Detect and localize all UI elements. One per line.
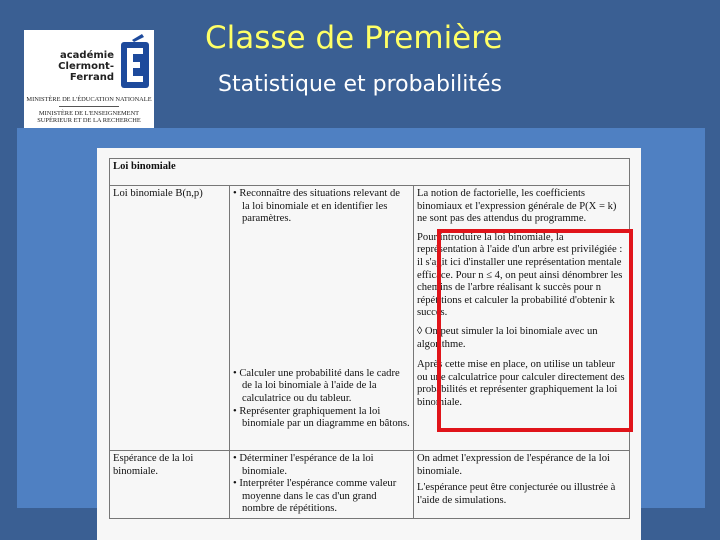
- list-item: • Reconnaître des situations relevant de la loi binomiale et en identifier les paramètres.: [233, 188, 400, 225]
- table-row: [110, 451, 630, 519]
- slide-subtitle: Statistique et probabilités: [218, 72, 502, 97]
- list-item: • Interpréter l'espérance comme valeur moyenne dans le cas d'un grand nombre de répétitions.: [233, 478, 397, 515]
- list-item: L'espérance peut être conjecturée ou illustrée à l'aide de simulations.: [417, 482, 616, 506]
- commentaires-cell: [414, 186, 630, 451]
- contenu-text: Espérance de la loi binomiale.: [113, 453, 194, 477]
- contenu-cell: [110, 451, 230, 519]
- document-excerpt: [97, 148, 641, 540]
- ministere-labels: MINISTÈRE DE L'ÉDUCATION NATIONALE MINISTÈRE DE L'ENSEIGNEMENT SUPÉRIEUR ET DE LA RECHERCHE: [26, 96, 152, 124]
- marianne-e-icon: [118, 32, 152, 94]
- section-title: Loi binomiale: [113, 161, 176, 172]
- capacites-cell: [230, 186, 414, 451]
- list-item: • Représenter graphiquement la loi binomiale par un diagramme en bâtons.: [233, 405, 410, 430]
- commentaires-cell: [414, 451, 630, 519]
- list-item: La notion de factorielle, les coefficients binomiaux et l'expression générale de P(X = k) ne sont pas des attendus du programme.: [417, 188, 617, 225]
- table-row: [110, 159, 630, 186]
- program-table: [109, 158, 630, 519]
- list-item: Après cette mise en place, on utilise un tableur ou une calculatrice pour calculer directement des probabilités et représenter graphiquement la loi binomiale.: [417, 359, 625, 408]
- table-row: [110, 186, 630, 451]
- academie-wordmark: académie Clermont-Ferrand: [58, 50, 114, 83]
- contenu-text: Loi binomiale B(n,p): [113, 188, 203, 199]
- contenu-cell: [110, 186, 230, 451]
- divider: [59, 106, 119, 107]
- list-item: • Déterminer l'espérance de la loi binomiale.: [233, 453, 374, 477]
- section-title-cell: [110, 159, 630, 186]
- capacites-cell: [230, 451, 414, 519]
- list-item: Pour introduire la loi binomiale, la représentation à l'aide d'un arbre est privilégiée : il s'agit ici d'installer une représentation mentale efficace. Pour n ≤ 4, on peut ainsi dénombrer les chemins de l'arbre réalisant k succès pour n répétitions et calculer la probabilité d'obtenir k succès.: [417, 231, 623, 319]
- list-item: ◊ On peut simuler la loi binomiale avec un algorithme.: [417, 325, 598, 350]
- list-item: • Calculer une probabilité dans le cadre de la loi binomiale à l'aide de la calculatrice ou du tableur.: [233, 367, 400, 404]
- slide-title: Classe de Première: [205, 20, 503, 56]
- list-item: On admet l'expression de l'espérance de la loi binomiale.: [417, 453, 610, 477]
